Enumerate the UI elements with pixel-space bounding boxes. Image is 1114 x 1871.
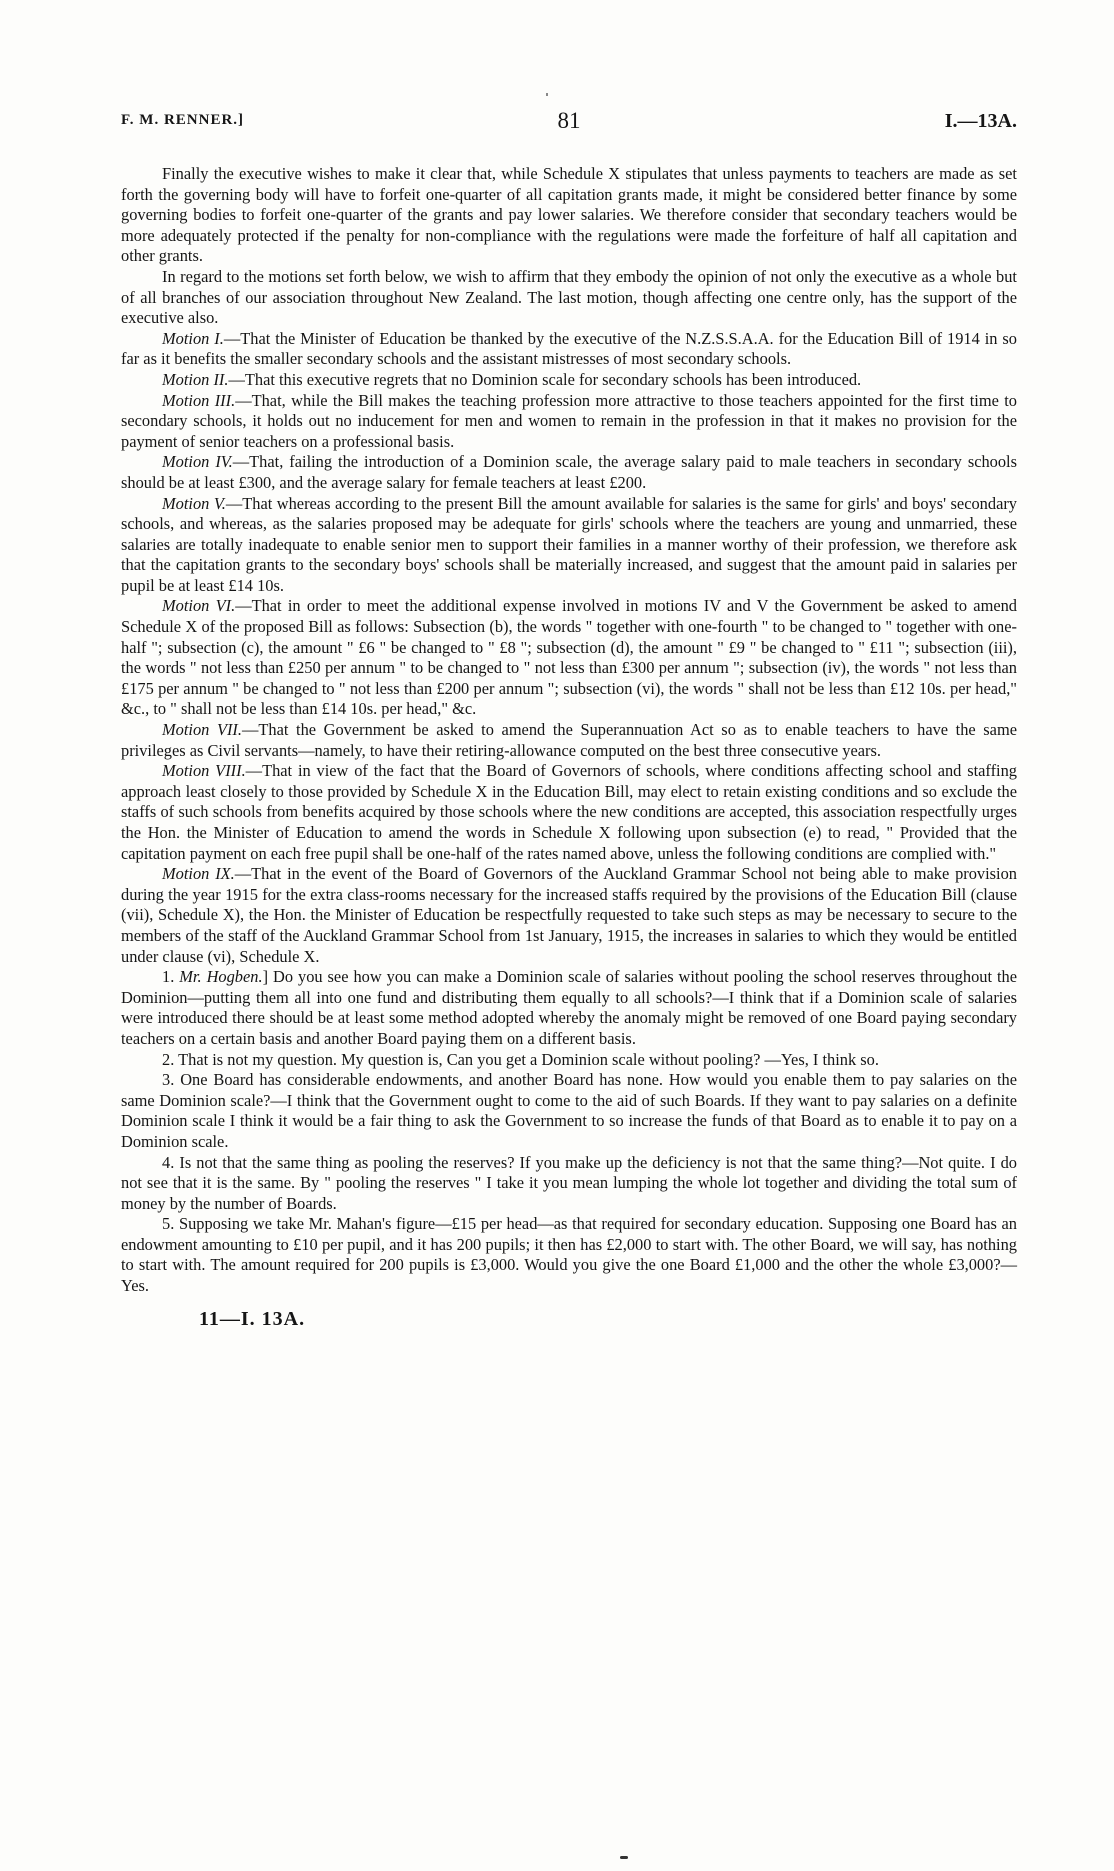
question-5 bbox=[121, 1214, 1017, 1296]
running-header bbox=[121, 108, 1017, 142]
motion-3 bbox=[121, 391, 1017, 453]
motion-text: —That, failing the introduction of a Dominion scale, the average salary paid to male teachers in secondary schools should be at least £300, and the average salary for female teachers at least £200. bbox=[121, 452, 1017, 492]
scan-mark-top bbox=[546, 93, 548, 96]
motion-2 bbox=[121, 370, 1017, 391]
question-number: 5. bbox=[162, 1214, 175, 1234]
motion-6 bbox=[121, 596, 1017, 720]
header-witness-name: F. M. RENNER.] bbox=[121, 112, 245, 128]
motion-4 bbox=[121, 452, 1017, 493]
paragraph-regard bbox=[121, 267, 1017, 329]
motion-8 bbox=[121, 761, 1017, 864]
motion-text: —That whereas according to the present Bill the amount available for salaries is the same for girls' and boys' secondary schools, and whereas, as the salaries proposed may be adequate for girls' schools where the teachers are young and unmarried, these salaries are totally inadequate to enable senior men to support their families in a manner worthy of their profession, we therefore ask that the capitation grants to the secondary boys' schools shall be materially increased, and suggest that the amount paid in salaries per pupil be at least £14 10s. bbox=[121, 493, 1017, 595]
motion-1 bbox=[121, 329, 1017, 370]
motion-label: Motion VIII. bbox=[162, 761, 246, 781]
question-number: 2. bbox=[162, 1049, 175, 1069]
signature-mark: 11—I. 13A. bbox=[199, 1307, 306, 1330]
motion-text: —That, while the Bill makes the teaching profession more attractive to those teachers appointed for the first time to secondary schools, it holds out no inducement for men and women to remain in the profession in that it makes no provision for the payment of senior teachers on a professional basis. bbox=[121, 390, 1017, 451]
motion-7 bbox=[121, 720, 1017, 761]
motion-text: —That in view of the fact that the Board of Governors of schools, where conditions affecting school and staffing approach least closely to those provided by Schedule X in the Education Bill, may elect to retain existing conditions and so exclude the staffs of such schools from benefits acquired by those schools where the new conditions are accepted, this association respectfully urges the Hon. the Minister of Education to amend the words in Schedule X following upon subsection (e) to read, " Provided that the capitation payment on each free pupil shall be one-half of the rates named above, unless the following conditions are complied with." bbox=[121, 761, 1017, 863]
question-2 bbox=[121, 1050, 1017, 1071]
motion-label: Motion VII. bbox=[162, 720, 242, 740]
question-4 bbox=[121, 1153, 1017, 1215]
document-body bbox=[121, 164, 1017, 1297]
motion-text: —That the Minister of Education be thanked by the executive of the N.Z.S.S.A.A. for the Education Bill of 1914 in so far as it benefits the smaller secondary schools and the assistant mistresses of most secondary schools. bbox=[121, 328, 1017, 369]
motion-label: Motion II. bbox=[162, 369, 229, 389]
questioner-name: Mr. Hogben. bbox=[179, 967, 263, 987]
question-text: Is not that the same thing as pooling the reserves? If you make up the deficiency is not that the same thing?—Not quite. I do not see that it is the same. By " pooling the reserves " I take it you mean lumping the whole lot together and dividing the total sum of money by the number of Boards. bbox=[121, 1152, 1017, 1213]
question-number: 1. bbox=[162, 967, 175, 987]
question-number: 4. bbox=[162, 1152, 175, 1172]
paragraph-text: Finally the executive wishes to make it clear that, while Schedule X stipulates that unless payments to teachers are made as set forth the governing body will have to forfeit one-quarter of all capitation grants made, it might be considered better finance by some governing bodies to forfeit one-quarter of the grants and pay lower salaries. We therefore consider that secondary teachers would be more adequately protected if the penalty for non-compliance with the regulations were made the forfeiture of half all capitation and other grants. bbox=[121, 164, 1017, 266]
motion-9 bbox=[121, 864, 1017, 967]
motion-text: —That the Government be asked to amend the Superannuation Act so as to enable teachers to have the same privileges as Civil servants—namely, to have their retiring-allowance computed on the best three consecutive years. bbox=[121, 720, 1017, 760]
question-1 bbox=[121, 967, 1017, 1049]
question-number: 3. bbox=[162, 1070, 175, 1090]
motion-text: —That in order to meet the additional expense involved in motions IV and V the Government be asked to amend Schedule X of the proposed Bill as follows: Subsection (b), the words " together with one-fourth " to be changed to " together with one-half "; subsection (c), the amount " £6 " be changed to " £8 "; subsection (d), the amount " £9 " be changed to " £11 "; subsection (iii), the words " not less than £250 per annum " to be changed to " not less than £300 per annum "; subsection (iv), the words " not less than £175 per annum " be changed to " not less than £200 per annum "; subsection (vi), the words " shall not be less than £12 10s. per head," &c., to " shall not be less than £14 10s. per head," &c. bbox=[121, 596, 1017, 719]
motion-label: Motion VI. bbox=[162, 596, 236, 616]
question-text: ] Do you see how you can make a Dominion scale of salaries without pooling the school reserves throughout the Dominion—putting them all into one fund and distributing them equally to all schools?—I think that if a Dominion scale of salaries were introduced there should be at least some method adopted whereby the anomaly might be removed of one Board paying secondary teachers on a certain basis and another Board paying them on a different basis. bbox=[121, 967, 1018, 1048]
question-3 bbox=[121, 1070, 1017, 1152]
motion-text: —That in the event of the Board of Governors of the Auckland Grammar School not being able to make provision during the year 1915 for the extra class-rooms necessary for the increased staffs required by the provisions of the Education Bill (clause (vii), Schedule X), the Hon. the Minister of Education be respectfully requested to take such steps as may be necessary to secure to the members of the staff of the Auckland Grammar School from 1st January, 1915, the increases in salaries to which they would be entitled under clause (vi), Schedule X. bbox=[121, 864, 1017, 966]
motion-label: Motion V. bbox=[162, 493, 226, 513]
paragraph-text: In regard to the motions set forth below, we wish to affirm that they embody the opinion of not only the executive as a whole but of all branches of our association throughout New Zealand. The last motion, though affecting one centre only, has the support of the executive also. bbox=[121, 266, 1017, 328]
paragraph-finally bbox=[121, 164, 1017, 267]
document-page bbox=[121, 108, 1017, 1331]
question-text: Supposing we take Mr. Mahan's figure—£15 per head—as that required for secondary education. Supposing one Board has an endowment amounting to £10 per pupil, and it has 200 pupils; it then has £2,000 to start with. The other Board, we will say, has nothing to start with. The amount required for 200 pupils is £3,000. Would you give the one Board £1,000 and the other the whole £3,000?—Yes. bbox=[121, 1214, 1017, 1296]
motion-5 bbox=[121, 494, 1017, 597]
motion-text: —That this executive regrets that no Dominion scale for secondary schools has been introduced. bbox=[228, 369, 862, 389]
motion-label: Motion IX. bbox=[162, 864, 235, 884]
motion-label: Motion III. bbox=[162, 390, 236, 410]
motion-label: Motion IV. bbox=[162, 452, 233, 472]
question-text: One Board has considerable endowments, and another Board has none. How would you enable them to pay salaries on the same Dominion scale?—I think that the Government ought to come to the aid of such Boards. If they want to pay salaries on a definite Dominion scale I think it would be a fair thing to ask the Government to so increase the funds of that Board as to enable it to pay on a Dominion scale. bbox=[121, 1070, 1017, 1151]
question-text: That is not my question. My question is, Can you get a Dominion scale without pooling? —Yes, I think so. bbox=[178, 1049, 879, 1069]
page-number: 81 bbox=[557, 108, 581, 133]
motion-label: Motion I. bbox=[162, 328, 224, 348]
scan-mark-bottom bbox=[620, 1856, 628, 1859]
paper-reference: I.—13A. bbox=[944, 110, 1017, 132]
